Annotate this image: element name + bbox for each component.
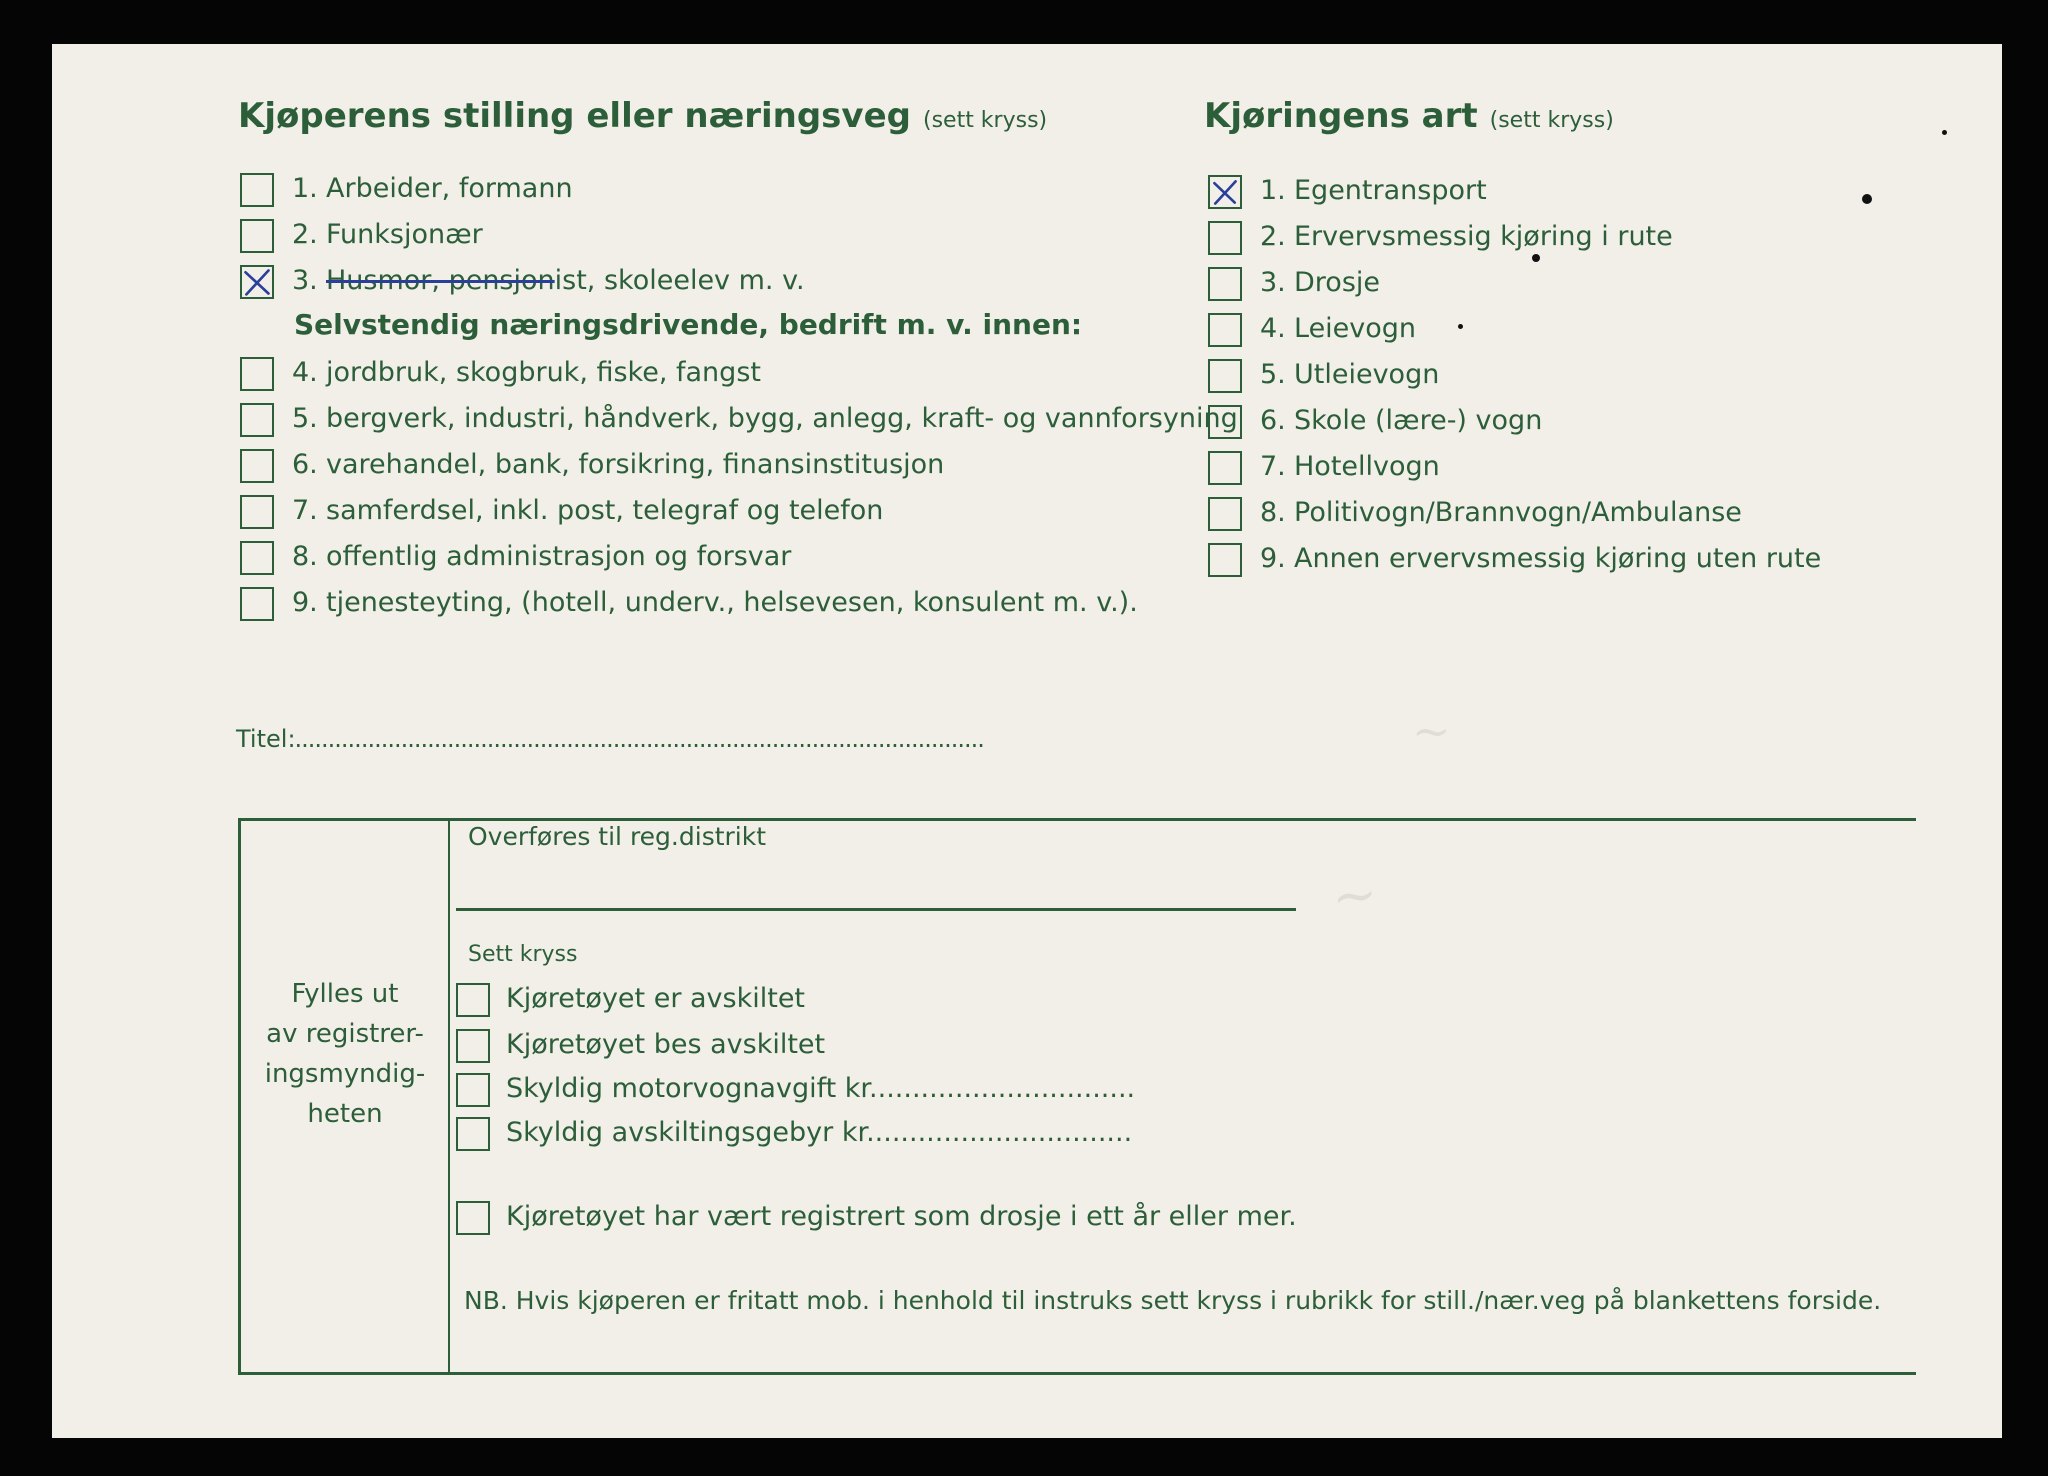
ink-speck — [1862, 194, 1872, 204]
left-section-title: Kjøperens stilling eller næringsveg — [238, 96, 911, 136]
checkbox[interactable] — [240, 173, 274, 207]
checkbox[interactable] — [456, 1201, 490, 1235]
checkbox[interactable] — [240, 587, 274, 621]
checkbox[interactable] — [1208, 221, 1242, 255]
check-avskiltingsgebyr[interactable]: Skyldig avskiltingsgebyr kr............................... — [456, 1116, 1132, 1150]
driving-type-option-9[interactable]: 9. Annen ervervsmessig kjøring uten rute — [1208, 542, 1821, 576]
driving-type-option-7[interactable]: 7. Hotellvogn — [1208, 450, 1440, 484]
checkbox[interactable] — [1208, 405, 1242, 439]
checkbox[interactable] — [1208, 543, 1242, 577]
handwritten-x-mark — [1210, 177, 1240, 207]
checkbox[interactable] — [240, 495, 274, 529]
checkbox[interactable] — [456, 983, 490, 1017]
checkbox[interactable] — [240, 403, 274, 437]
occupation-option-2[interactable]: 2. Funksjonær — [240, 218, 483, 252]
driving-type-option-5[interactable]: 5. Utleievogn — [1208, 358, 1439, 392]
bleed-through-scribble: ~ — [1328, 861, 1381, 930]
driving-type-option-4[interactable]: 4. Leievogn — [1208, 312, 1416, 346]
box-divider-rule — [448, 818, 450, 1375]
check-bes-avskiltet[interactable]: Kjøretøyet bes avskiltet — [456, 1028, 825, 1062]
occupation-option-7[interactable]: 7. samferdsel, inkl. post, telegraf og telefon — [240, 494, 883, 528]
right-section — [1204, 96, 1614, 136]
checkbox[interactable] — [240, 219, 274, 253]
ink-speck — [1458, 324, 1463, 329]
transfer-district-line[interactable] — [456, 908, 1296, 911]
struck-text: Husmor, pensjon — [326, 265, 555, 296]
checkbox[interactable] — [456, 1073, 490, 1107]
nb-note: NB. Hvis kjøperen er fritatt mob. i henhold til instruks sett kryss i rubrikk for still./nær.veg på blankettens forside. — [464, 1286, 1882, 1315]
driving-type-option-6[interactable]: 6. Skole (lære-) vogn — [1208, 404, 1542, 438]
left-section-hint: (sett kryss) — [922, 108, 1048, 133]
subheading-self-employed: Selvstendig næringsdrivende, bedrift m. v. innen: — [294, 308, 1083, 341]
checkbox-checked[interactable] — [240, 265, 274, 299]
checkbox[interactable] — [1208, 451, 1242, 485]
right-section-hint: (sett kryss) — [1489, 108, 1614, 133]
titel-dotted-line: :........................................................................................................ — [287, 725, 984, 753]
driving-type-option-8[interactable]: 8. Politivogn/Brannvogn/Ambulanse — [1208, 496, 1742, 530]
titel-label: Titel — [236, 725, 288, 753]
sett-kryss-label: Sett kryss — [468, 942, 578, 967]
box-left-rule — [238, 818, 241, 1375]
checkbox-checked[interactable] — [1208, 175, 1242, 209]
check-motorvognavgift[interactable]: Skyldig motorvognavgift kr............................... — [456, 1072, 1135, 1106]
occupation-option-3[interactable]: 3. Husmor, pensjonist, skoleelev m. v. — [240, 264, 805, 298]
checkbox[interactable] — [240, 449, 274, 483]
checkbox[interactable] — [240, 357, 274, 391]
check-drosje-ett-ar[interactable]: Kjøretøyet har vært registrert som drosje i ett år eller mer. — [456, 1200, 1297, 1234]
occupation-option-9[interactable]: 9. tjenesteyting, (hotell, underv., helsevesen, konsulent m. v.). — [240, 586, 1138, 620]
check-avskiltet[interactable]: Kjøretøyet er avskiltet — [456, 982, 805, 1016]
checkbox[interactable] — [1208, 267, 1242, 301]
ink-speck — [1532, 254, 1540, 262]
titel-field[interactable] — [236, 722, 984, 756]
left-section — [238, 96, 1047, 136]
checkbox[interactable] — [1208, 497, 1242, 531]
occupation-option-8[interactable]: 8. offentlig administrasjon og forsvar — [240, 540, 791, 574]
registry-side-label: Fylles ut av registrer- ingsmyndig- heten — [264, 979, 426, 1129]
checkbox[interactable] — [1208, 359, 1242, 393]
form-paper — [52, 44, 2002, 1438]
driving-type-option-2[interactable]: 2. Ervervsmessig kjøring i rute — [1208, 220, 1673, 254]
ink-speck — [1942, 130, 1947, 135]
transfer-district-label: Overføres til reg.distrikt — [468, 822, 767, 851]
driving-type-option-1[interactable]: 1. Egentransport — [1208, 174, 1487, 208]
driving-type-option-3[interactable]: 3. Drosje — [1208, 266, 1380, 300]
occupation-option-5[interactable]: 5. bergverk, industri, håndverk, bygg, anlegg, kraft- og vannforsyning — [240, 402, 1238, 436]
checkbox[interactable] — [456, 1029, 490, 1063]
handwritten-x-mark — [242, 267, 272, 297]
occupation-option-1[interactable]: 1. Arbeider, formann — [240, 172, 573, 206]
bleed-through-scribble: ~ — [1412, 704, 1451, 758]
occupation-option-6[interactable]: 6. varehandel, bank, forsikring, finansinstitusjon — [240, 448, 944, 482]
occupation-option-4[interactable]: 4. jordbruk, skogbruk, fiske, fangst — [240, 356, 761, 390]
box-bottom-rule — [238, 1372, 1916, 1375]
checkbox[interactable] — [456, 1117, 490, 1151]
checkbox[interactable] — [240, 541, 274, 575]
checkbox[interactable] — [1208, 313, 1242, 347]
right-section-title: Kjøringens art — [1204, 96, 1478, 136]
